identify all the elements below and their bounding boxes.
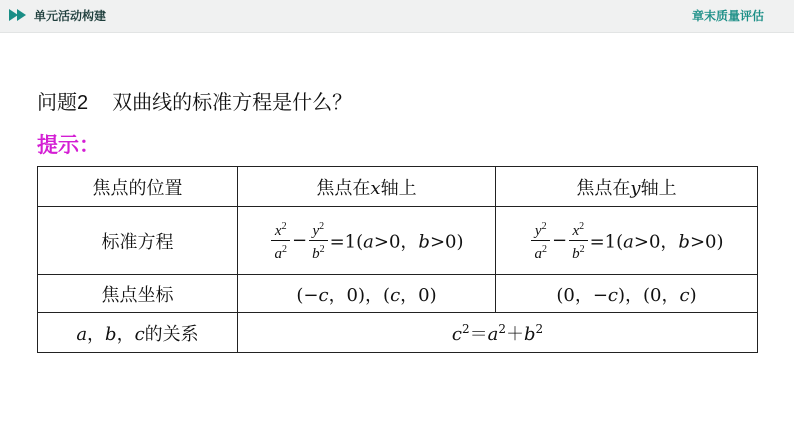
hint-label: 提示： bbox=[37, 132, 100, 157]
foci-x-axis: (−c，0)，(c，0) bbox=[238, 275, 496, 313]
table-header-row bbox=[38, 167, 758, 207]
foci-y-axis: (0，−c)，(0，c) bbox=[496, 275, 758, 313]
row-label-standard-equation: 标准方程 bbox=[38, 207, 238, 275]
section-label: 单元活动构建 bbox=[34, 9, 107, 23]
header-focus-position: 焦点的位置 bbox=[38, 167, 238, 207]
table-row bbox=[38, 313, 758, 353]
question bbox=[37, 86, 352, 115]
header-x-axis: 焦点在x轴上 bbox=[238, 167, 496, 207]
top-bar bbox=[0, 0, 794, 33]
equation-y-axis: $\frac{y^2}{a^2}$ − $\frac{x^2}{b^2}$ =1(a>0，b>0) bbox=[496, 207, 758, 275]
abc-relation-formula: $c^2=a^2+b^2$ bbox=[238, 313, 758, 353]
hyperbola-table bbox=[37, 166, 758, 353]
table-row bbox=[38, 275, 758, 313]
table-row bbox=[38, 207, 758, 275]
header-y-axis: 焦点在y轴上 bbox=[496, 167, 758, 207]
play-arrow-icon bbox=[17, 9, 26, 21]
row-label-focus-coordinates: 焦点坐标 bbox=[38, 275, 238, 313]
chapter-eval-link[interactable]: 章末质量评估 bbox=[691, 9, 764, 23]
question-text: 双曲线的标准方程是什么？ bbox=[112, 90, 353, 114]
equation-x-axis: $\frac{x^2}{a^2}$ − $\frac{y^2}{b^2}$ =1(a>0，b>0) bbox=[238, 207, 496, 275]
row-label-abc-relation: a，b，c的关系 bbox=[38, 313, 238, 353]
question-label: 问题2 bbox=[37, 92, 89, 114]
